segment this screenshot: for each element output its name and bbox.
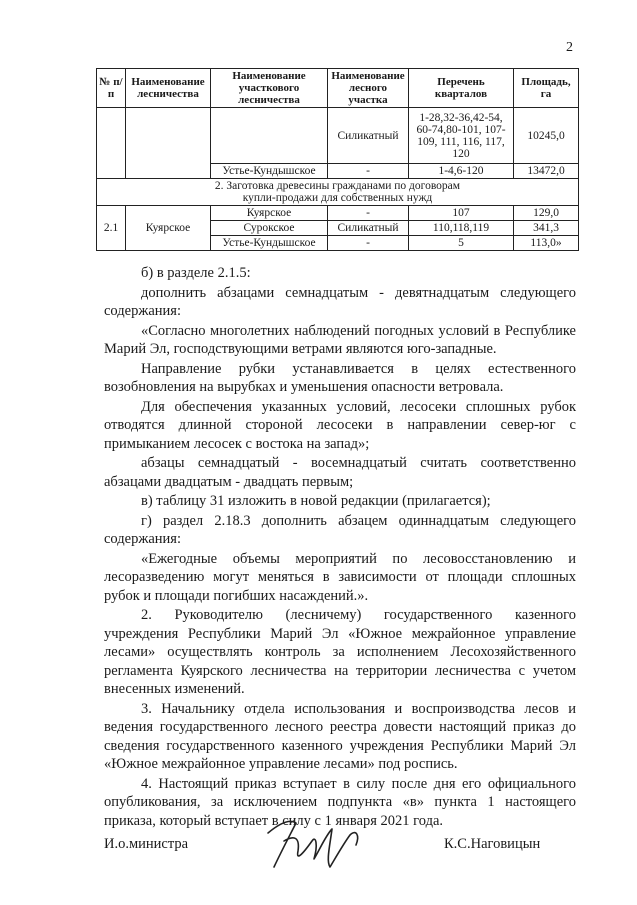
paragraph: Для обеспечения указанных условий, лесосеки сплошных рубок отводятся длинной стороной лесосеки в направлении север-юг с примыканием лесосек с востока на запад»; (104, 398, 576, 452)
paragraph: г) раздел 2.18.3 дополнить абзацем одиннадцатым следующего содержания: (104, 512, 576, 547)
table-cell-area: 13472,0 (514, 164, 579, 179)
paragraph: 2. Руководителю (лесничему) государственного казенного учреждения Республики Марий Эл «Южное межрайонное управление лесами» осуществлять контроль за исполнением Лесохозяйственного регламента Куярского лесничества на территории лесничества с учетом внесенных изменений. (104, 607, 576, 697)
table-cell-quarters: 5 (409, 236, 514, 251)
paragraph: Направление рубки устанавливается в целях естественного возобновления на вырубках и уменьшения опасности ветровала. (104, 360, 576, 395)
table-cell-sub: Устье-Кундышское (211, 164, 328, 179)
header-number: № п/п (97, 69, 126, 108)
table-cell-sub: Куярское (211, 206, 328, 221)
table-header-row (97, 69, 579, 108)
table-cell-plot: - (328, 164, 409, 179)
paragraph: 3. Начальнику отдела использования и воспроизводства лесов и ведения государственного лесного реестра довести настоящий приказ до сведения государственного казенного учреждения Республики Марий Эл «Южное межрайонное управление лесами» под роспись. (104, 700, 576, 772)
table-cell-plot: - (328, 206, 409, 221)
table-cell-quarters: 1-4,6-120 (409, 164, 514, 179)
header-area: Площадь, га (514, 69, 579, 108)
table-cell-quarters: 107 (409, 206, 514, 221)
paragraph: в) таблицу 31 изложить в новой редакции (прилагается); (141, 493, 491, 509)
table-cell-plot: - (328, 236, 409, 251)
table-cell-quarters: 1-28,32-36,42-54, 60-74,80-101, 107-109, 111, 116, 117, 120 (409, 108, 514, 164)
table-cell-number: 2.1 (97, 206, 126, 251)
paragraph: б) в разделе 2.1.5: (141, 265, 251, 281)
table-cell-quarters: 110,118,119 (409, 221, 514, 236)
signature-position: И.о.министра (104, 836, 189, 852)
forest-table (96, 68, 579, 251)
paragraph: «Ежегодные объемы мероприятий по лесовосстановлению и лесоразведению могут меняться в зависимости от площади сплошных рубок и площади погибших насаждений.». (104, 550, 576, 604)
table-cell-sub (211, 108, 328, 164)
document-body (104, 264, 576, 831)
paragraph: дополнить абзацами семнадцатым - девятнадцатым следующего содержания: (104, 284, 576, 319)
section-title (97, 179, 579, 206)
paragraph: абзацы семнадцатый - восемнадцатый считать соответственно абзацами двадцатым - двадцать первым; (104, 455, 576, 490)
table-row (97, 108, 579, 164)
table-cell-plot: Силикатный (328, 108, 409, 164)
header-quarters: Перечень кварталов (409, 69, 514, 108)
table-cell-sub: Сурокское (211, 221, 328, 236)
table-cell-area: 129,0 (514, 206, 579, 221)
paragraph: «Согласно многолетних наблюдений погодных условий в Республике Марий Эл, господствующими ветрами являются юго-западные. (104, 322, 576, 357)
header-forestry: Наименование лесничества (126, 69, 211, 108)
signature-name: К.С.Наговицын (444, 836, 541, 852)
page-number: 2 (566, 40, 573, 55)
table-cell-forestry: Куярское (126, 206, 211, 251)
table-cell-area: 113,0» (514, 236, 579, 251)
header-plot: Наименование лесного участка (328, 69, 409, 108)
header-sub-forestry: Наименование участкового лесничества (211, 69, 328, 108)
table-cell (126, 108, 211, 179)
table-cell-area: 10245,0 (514, 108, 579, 164)
handwritten-signature (260, 805, 370, 880)
table-cell-plot: Силикатный (328, 221, 409, 236)
table-cell-area: 341,3 (514, 221, 579, 236)
paragraph: 4. Настоящий приказ вступает в силу после дня его официального опубликования, за исключением подпункта «в» пункта 1 настоящего приказа, который вступает в силу с 1 января 2021 года. (104, 775, 576, 829)
section-title-line-1: 2. Заготовка древесины гражданами по договорам (214, 180, 461, 192)
table-section-row (97, 179, 579, 206)
table-cell-sub: Устье-Кундышское (211, 236, 328, 251)
table-cell (97, 108, 126, 179)
section-title-line-2: купли-продажи для собственных нужд (242, 192, 433, 204)
table-row (97, 206, 579, 221)
